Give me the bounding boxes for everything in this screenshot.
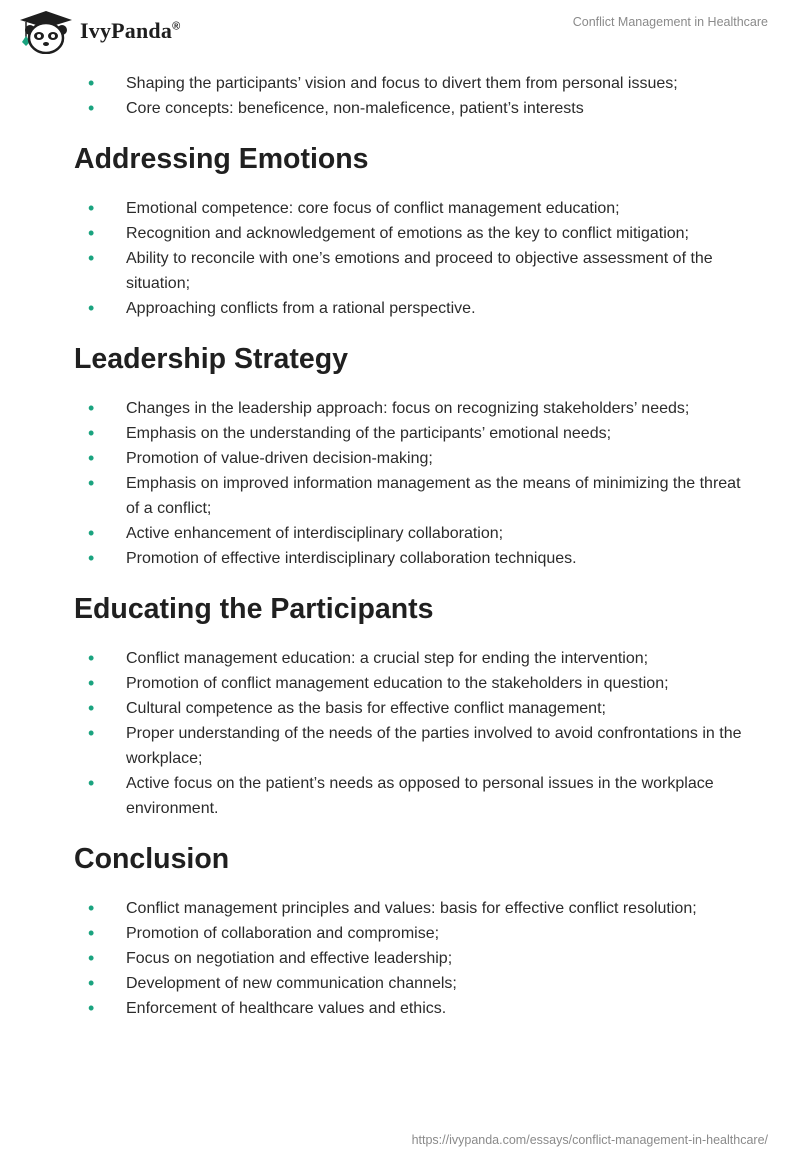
list-item: • Proper understanding of the needs of the parties involved to avoid confrontations in the workplace; — [74, 721, 754, 771]
list-item: • Active enhancement of interdisciplinary collaboration; — [74, 521, 754, 546]
list-item: • Promotion of conflict management education to the stakeholders in question; — [74, 671, 754, 696]
list-item: • Enforcement of healthcare values and ethics. — [74, 996, 754, 1021]
bullet-list — [74, 396, 754, 571]
section-addressing-emotions — [74, 141, 754, 321]
section-heading: Educating the Participants — [74, 593, 434, 625]
list-item: • Shaping the participants’ vision and focus to divert them from personal issues; — [74, 71, 754, 96]
registered-mark: ® — [172, 20, 181, 33]
list-item: • Cultural competence as the basis for effective conflict management; — [74, 696, 754, 721]
section-heading: Conclusion — [74, 843, 230, 875]
bullet-list — [74, 646, 754, 821]
list-item: • Development of new communication channels; — [74, 971, 754, 996]
page-header — [0, 0, 800, 56]
section-heading: Leadership Strategy — [74, 343, 349, 375]
list-item: • Promotion of collaboration and compromise; — [74, 921, 754, 946]
section-leadership-strategy — [74, 341, 754, 571]
document-body — [74, 70, 754, 1021]
section-educating-participants — [74, 591, 754, 821]
list-item: • Active focus on the patient’s needs as opposed to personal issues in the workplace environment. — [74, 771, 754, 821]
intro-bullet-list — [74, 71, 754, 121]
section-heading: Addressing Emotions — [74, 143, 369, 175]
list-item: • Promotion of value-driven decision-making; — [74, 446, 754, 471]
source-url[interactable]: https://ivypanda.com/essays/conflict-management-in-healthcare/ — [411, 1133, 768, 1147]
list-item: • Emphasis on improved information management as the means of minimizing the threat of a conflict; — [74, 471, 754, 521]
list-item: • Core concepts: beneficence, non-maleficence, patient’s interests — [74, 96, 754, 121]
section-conclusion — [74, 841, 754, 1021]
list-item: • Promotion of effective interdisciplinary collaboration techniques. — [74, 546, 754, 571]
list-item: • Focus on negotiation and effective leadership; — [74, 946, 754, 971]
list-item: • Changes in the leadership approach: focus on recognizing stakeholders’ needs; — [74, 396, 754, 421]
list-item: • Emphasis on the understanding of the participants’ emotional needs; — [74, 421, 754, 446]
list-item: • Conflict management education: a crucial step for ending the intervention; — [74, 646, 754, 671]
list-item: • Approaching conflicts from a rational perspective. — [74, 296, 754, 321]
panda-logo-icon — [16, 8, 74, 54]
list-item: • Ability to reconcile with one’s emotions and proceed to objective assessment of the situation; — [74, 246, 754, 296]
document-title: Conflict Management in Healthcare — [572, 15, 768, 29]
bullet-list — [74, 196, 754, 321]
list-item: • Emotional competence: core focus of conflict management education; — [74, 196, 754, 221]
list-item: • Recognition and acknowledgement of emotions as the key to conflict mitigation; — [74, 221, 754, 246]
logo-wordmark: IvyPanda® — [80, 18, 181, 43]
bullet-list — [74, 896, 754, 1021]
site-logo[interactable] — [16, 8, 180, 54]
list-item: • Conflict management principles and values: basis for effective conflict resolution; — [74, 896, 754, 921]
